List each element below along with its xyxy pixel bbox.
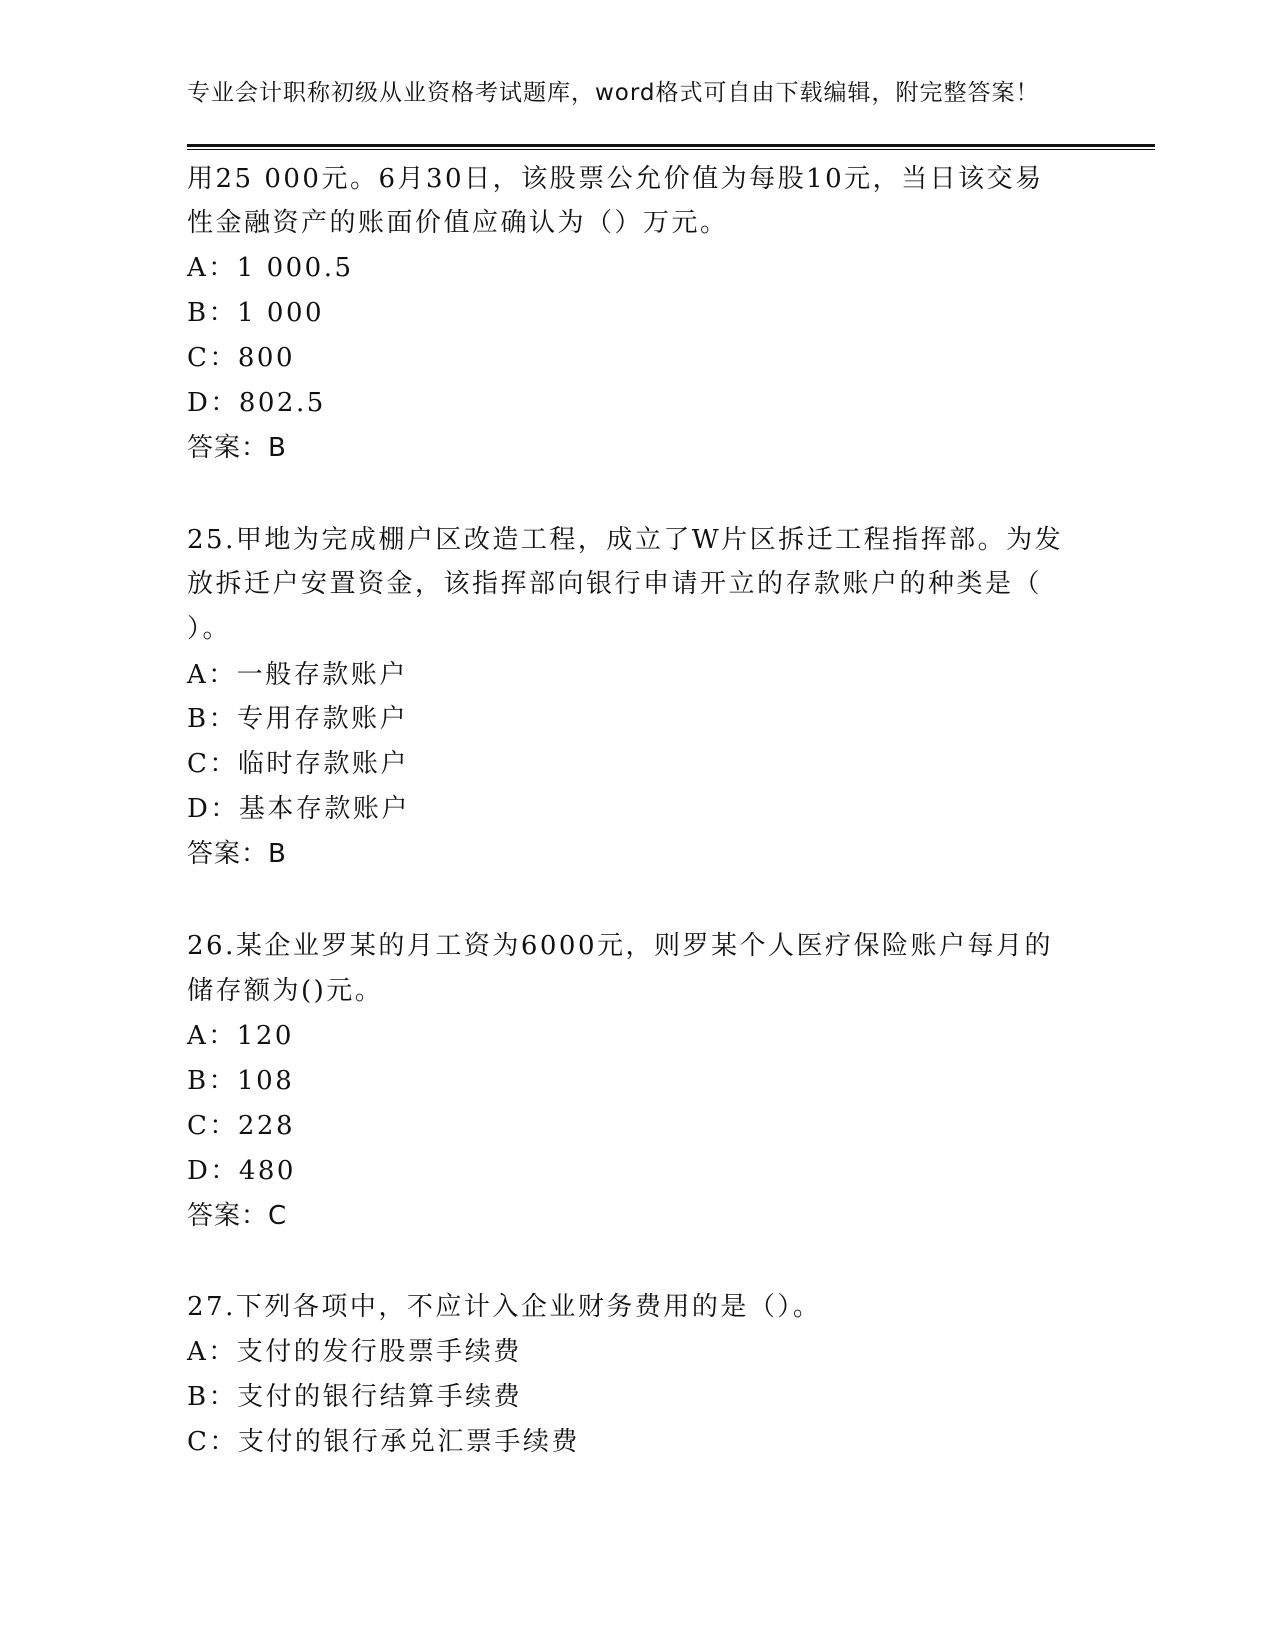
header-rule-thick <box>187 144 1155 147</box>
question-26-answer: 答案：C <box>187 1201 288 1231</box>
question-26-option-d: D：480 <box>187 1156 296 1186</box>
header-rule-thin <box>187 149 1155 150</box>
question-25-option-d: D：基本存款账户 <box>187 794 410 824</box>
question-25-option-a: A：一般存款账户 <box>187 660 408 690</box>
question-27-option-c: C：支付的银行承兑汇票手续费 <box>187 1427 580 1457</box>
question-26-option-b: B：108 <box>187 1066 295 1096</box>
question-25-stem-line-2: 放拆迁户安置资金，该指挥部向银行申请开立的存款账户的种类是（ <box>187 569 1043 599</box>
question-26-stem-line-1: 26.某企业罗某的月工资为6000元，则罗某个人医疗保险账户每月的 <box>187 931 1054 961</box>
question-25-stem-line-3: ）。 <box>187 614 232 644</box>
question-26-stem-line-2: 储存额为()元。 <box>187 976 384 1006</box>
question-24-option-b: B：1 000 <box>187 298 325 328</box>
question-27-option-b: B：支付的银行结算手续费 <box>187 1382 523 1412</box>
question-24-option-c: C：800 <box>187 343 296 373</box>
question-25-answer: 答案：B <box>187 839 287 869</box>
question-27-option-a: A：支付的发行股票手续费 <box>187 1337 522 1367</box>
question-27-stem-line-1: 27.下列各项中，不应计入企业财务费用的是（）。 <box>187 1292 822 1322</box>
question-26-option-a: A：120 <box>187 1021 294 1051</box>
question-24-option-a: A：1 000.5 <box>187 253 354 283</box>
question-25-stem-line-1: 25.甲地为完成棚户区改造工程，成立了W片区拆迁工程指挥部。为发 <box>187 525 1064 555</box>
question-24-option-d: D：802.5 <box>187 388 326 418</box>
question-26-option-c: C：228 <box>187 1111 296 1141</box>
page-header: 专业会计职称初级从业资格考试题库，word格式可自由下载编辑，附完整答案！ <box>187 80 1040 106</box>
question-24-stem-line-2: 性金融资产的账面价值应确认为（）万元。 <box>187 208 729 238</box>
question-24-answer: 答案：B <box>187 433 287 463</box>
question-25-option-b: B：专用存款账户 <box>187 704 409 734</box>
question-24-stem-line-1: 用25 000元。6月30日，该股票公允价值为每股10元，当日该交易 <box>187 164 1044 194</box>
question-25-option-c: C：临时存款账户 <box>187 749 409 779</box>
